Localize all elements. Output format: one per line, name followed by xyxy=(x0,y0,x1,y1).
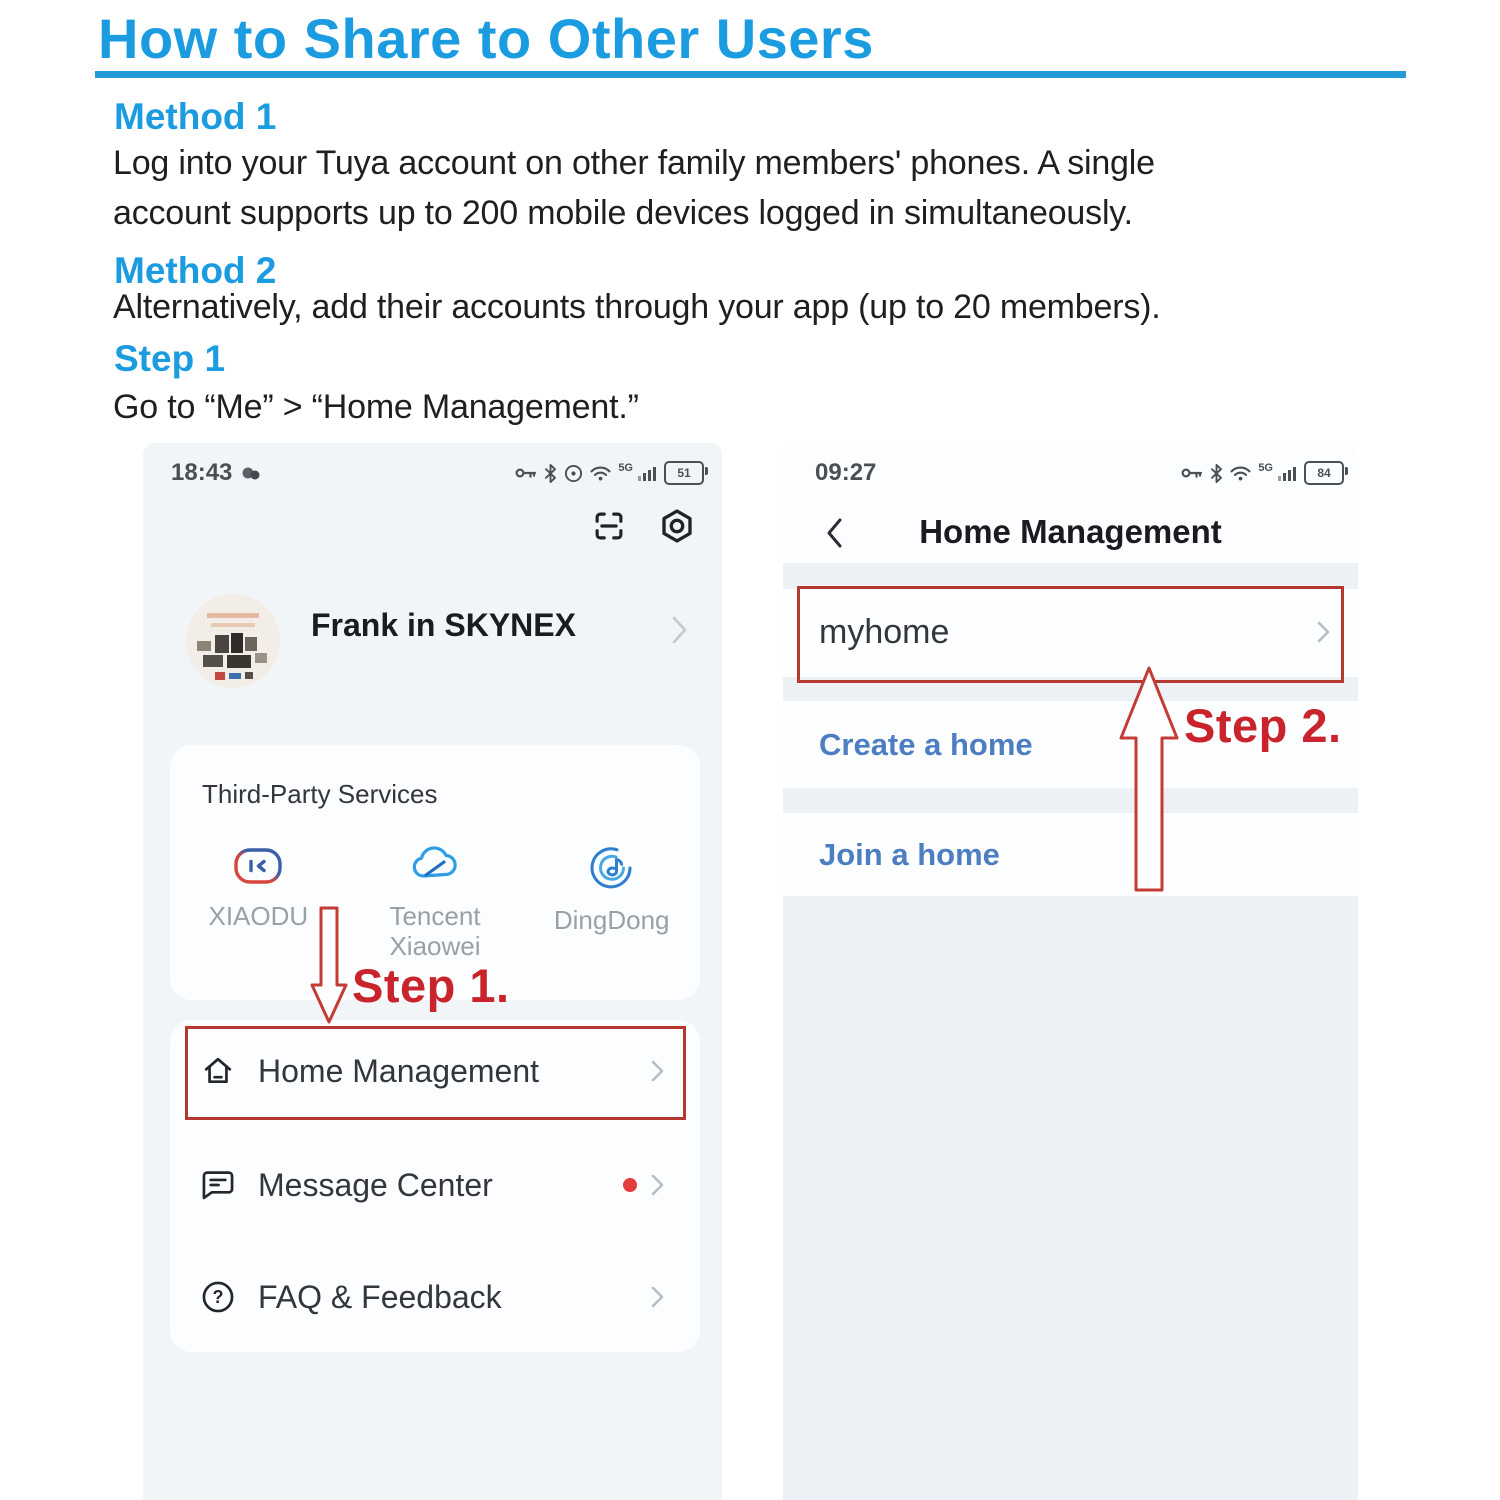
step1-text-line1: Go to “Me” > “Home Management.” xyxy=(113,388,639,426)
battery-level: 51 xyxy=(677,466,691,480)
right-phone-screenshot xyxy=(783,443,1358,1500)
question-icon xyxy=(200,1279,236,1315)
right-status-time: 09:27 xyxy=(815,459,877,486)
chevron-right-icon xyxy=(651,1286,664,1308)
key-icon xyxy=(1181,466,1203,480)
red-arrow-down xyxy=(303,906,355,1026)
menu-item-label: FAQ & Feedback xyxy=(258,1278,502,1315)
network-type-label: 5G xyxy=(618,462,633,474)
service-label: DingDong xyxy=(553,905,670,935)
home-item-label: myhome xyxy=(819,612,950,651)
screen-title: Home Management xyxy=(919,513,1222,550)
step2-annotation: Step 2. xyxy=(1184,699,1342,752)
unread-badge xyxy=(623,1178,637,1192)
separator xyxy=(783,788,1358,813)
separator xyxy=(783,563,1358,589)
left-top-actions xyxy=(590,507,696,545)
service-tencent-xiaowei[interactable] xyxy=(347,845,524,961)
svg-text:?: ? xyxy=(212,1287,224,1308)
dingdong-icon xyxy=(589,845,635,891)
right-status-bar xyxy=(783,459,1358,487)
method1-text-line2: account supports up to 200 mobile devices logged in simultaneously. xyxy=(113,194,1133,232)
avatar[interactable] xyxy=(185,593,281,689)
service-label: Tencent Xiaowei xyxy=(389,901,481,961)
signal-bars-icon xyxy=(638,466,657,481)
network-type-label: 5G xyxy=(1258,462,1273,474)
step1-heading: Step 1 xyxy=(114,338,226,379)
tencent-cloud-icon xyxy=(409,845,461,887)
right-status-icons xyxy=(1181,461,1344,485)
services-card-title: Third-Party Services xyxy=(202,779,438,809)
menu-item-faq-feedback[interactable] xyxy=(170,1260,700,1334)
left-status-time: 18:43 xyxy=(171,459,233,486)
wifi-icon xyxy=(1230,465,1251,481)
home-item-row-myhome[interactable] xyxy=(783,589,1358,675)
create-a-home-label: Create a home xyxy=(819,726,1033,762)
chevron-right-icon xyxy=(651,1174,664,1196)
battery-icon xyxy=(1304,461,1344,485)
menu-item-label: Home Management xyxy=(258,1052,540,1089)
join-a-home-row[interactable] xyxy=(783,813,1358,896)
screen-background xyxy=(783,896,1358,1500)
nfc-icon xyxy=(564,464,583,483)
me-menu-card xyxy=(170,1020,700,1352)
bluetooth-icon xyxy=(544,464,557,483)
weather-icon xyxy=(240,465,262,481)
chevron-right-icon xyxy=(1317,621,1330,643)
chevron-right-icon xyxy=(671,615,688,645)
step1-annotation: Step 1. xyxy=(352,959,510,1012)
page-title: How to Share to Other Users xyxy=(98,7,874,70)
wifi-icon xyxy=(590,465,611,481)
method1-heading: Method 1 xyxy=(114,96,277,137)
join-a-home-label: Join a home xyxy=(819,836,1000,872)
home-icon xyxy=(200,1053,236,1089)
chevron-right-icon xyxy=(651,1060,664,1082)
bluetooth-icon xyxy=(1210,464,1223,483)
method1-text-line1: Log into your Tuya account on other family members' phones. A single xyxy=(113,144,1155,182)
profile-name[interactable]: Frank in SKYNEX xyxy=(311,607,576,643)
menu-item-home-management[interactable] xyxy=(170,1034,700,1108)
message-icon xyxy=(200,1168,236,1202)
service-label: XIAODU xyxy=(208,901,309,931)
scan-icon[interactable] xyxy=(590,507,628,545)
title-underline xyxy=(95,71,1406,78)
service-dingdong[interactable] xyxy=(523,845,700,961)
battery-level: 84 xyxy=(1317,466,1331,480)
method2-heading: Method 2 xyxy=(114,250,277,291)
xiaodu-icon xyxy=(233,845,283,887)
menu-item-label: Message Center xyxy=(258,1166,493,1203)
left-status-icons xyxy=(515,461,704,485)
left-status-bar xyxy=(143,459,722,487)
red-arrow-up xyxy=(1119,666,1179,894)
battery-icon xyxy=(664,461,704,485)
gear-icon[interactable] xyxy=(658,507,696,545)
menu-item-message-center[interactable] xyxy=(170,1148,700,1222)
signal-bars-icon xyxy=(1278,466,1297,481)
method2-text-line1: Alternatively, add their accounts through your app (up to 20 members). xyxy=(113,288,1161,326)
services-grid xyxy=(170,845,700,961)
key-icon xyxy=(515,466,537,480)
